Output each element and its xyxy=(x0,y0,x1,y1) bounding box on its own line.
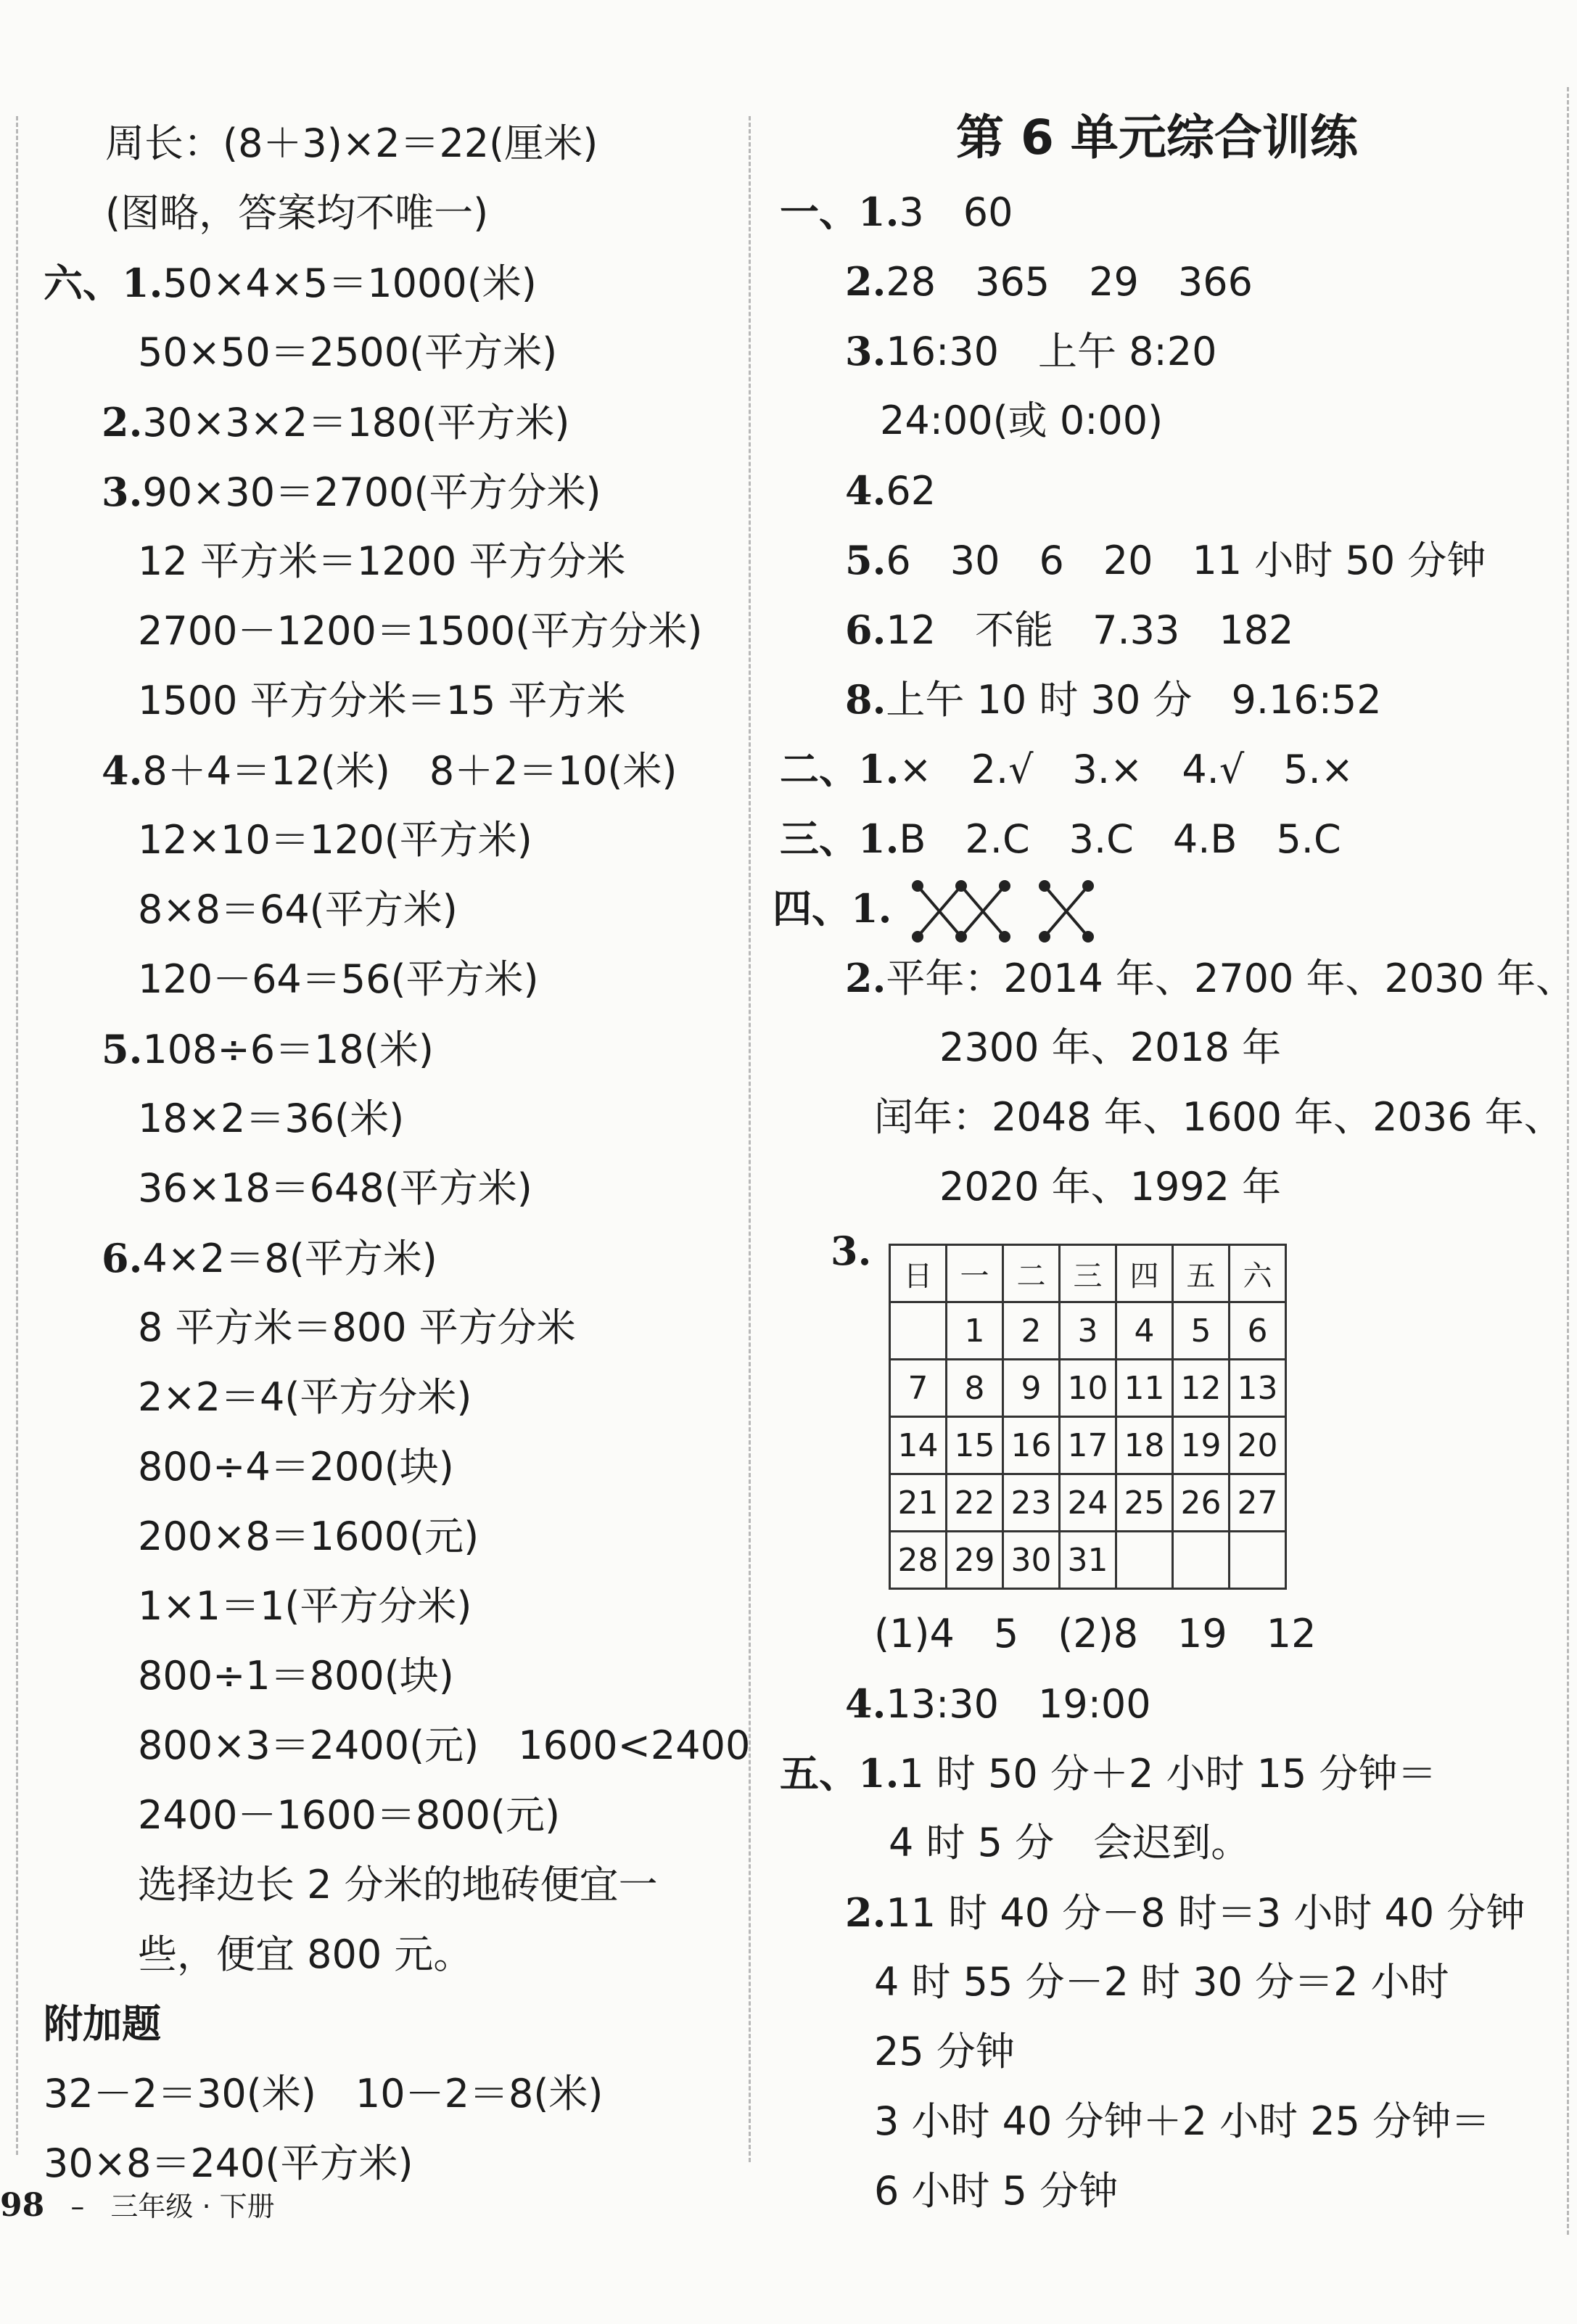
answer-line xyxy=(773,1152,1541,1222)
answer-line xyxy=(36,875,733,945)
answer-text: 12 平方米＝1200 平方分米 xyxy=(138,538,626,584)
calendar-day-cell: 12 xyxy=(1173,1360,1230,1417)
answer-text: 8＋4＝12(米) 8＋2＝10(米) xyxy=(142,748,678,794)
calendar-day-cell: 13 xyxy=(1230,1360,1286,1417)
answer-line: 30×8＝240(平方米) xyxy=(44,2140,413,2186)
calendar-week-row xyxy=(890,1417,1286,1474)
answer-text: (1)4 5 (2)8 19 12 xyxy=(874,1611,1317,1656)
weekday-header: 五 xyxy=(1173,1245,1230,1302)
answer-line xyxy=(36,736,733,805)
answer-line xyxy=(773,943,1576,1013)
answer-text: B 2.C 3.C 4.B 5.C xyxy=(899,816,1341,862)
answer-line xyxy=(36,805,733,875)
weekday-header: 二 xyxy=(1003,1245,1060,1302)
answer-number: 2. xyxy=(845,955,886,1001)
answer-line xyxy=(36,1850,733,1920)
answer-text: 上午 10 时 30 分 9.16:52 xyxy=(886,677,1382,723)
right-column xyxy=(773,102,1576,2226)
answer-number: 8. xyxy=(845,676,886,723)
answer-line xyxy=(36,666,733,736)
answer-text: 108÷6＝18(米) xyxy=(142,1027,434,1072)
calendar-header-row xyxy=(890,1245,1286,1302)
calendar-week-row xyxy=(890,1360,1286,1417)
answer-line xyxy=(36,1572,733,1641)
answer-text: 2300 年、2018 年 xyxy=(939,1025,1282,1070)
page-footer xyxy=(0,2184,275,2228)
calendar-day-cell: 21 xyxy=(890,1474,947,1532)
answer-line xyxy=(773,525,1541,595)
answer-text: 18×2＝36(米) xyxy=(138,1096,405,1141)
answer-line xyxy=(773,456,1541,525)
answer-text: 1×1＝1(平方分米) xyxy=(138,1583,472,1629)
calendar-week-row xyxy=(890,1532,1286,1589)
calendar-day-cell: 26 xyxy=(1173,1474,1230,1532)
answer-text: 2400－1600＝800(元) xyxy=(138,1792,561,1838)
answer-number: 6. xyxy=(845,607,886,653)
answer-line xyxy=(773,1599,1541,1669)
answer-line xyxy=(36,1711,751,1781)
answer-line xyxy=(36,1781,733,1850)
answer-number: 6. xyxy=(102,1235,143,1281)
calendar-day-cell: 8 xyxy=(947,1360,1003,1417)
calendar-day-cell: 2 xyxy=(1003,1302,1060,1360)
calendar-day-cell: 14 xyxy=(890,1417,947,1474)
answer-text: 120－64＝56(平方米) xyxy=(138,956,539,1002)
grade-label: 三年级 · 下册 xyxy=(110,2190,275,2222)
answer-line xyxy=(773,2017,1541,2087)
answer-line xyxy=(773,1083,1563,1152)
answer-line xyxy=(36,1920,733,1990)
answer-text: 12×10＝120(平方米) xyxy=(138,817,532,863)
answer-line xyxy=(36,1502,733,1572)
calendar-section xyxy=(773,1222,1541,1599)
answer-line xyxy=(773,2087,1541,2156)
weekday-header: 一 xyxy=(947,1245,1003,1302)
right-answer-lines-c xyxy=(773,1599,1541,2226)
answer-line xyxy=(773,1669,1541,1738)
answer-line xyxy=(36,109,733,178)
answer-line xyxy=(36,1363,733,1432)
answer-line xyxy=(773,316,1541,386)
answer-line xyxy=(36,248,733,318)
calendar-day-cell: 11 xyxy=(1116,1360,1173,1417)
answer-text: 800×3＝2400(元) 1600<2400 xyxy=(138,1723,751,1768)
calendar-week-row xyxy=(890,1302,1286,1360)
calendar-day-cell xyxy=(890,1302,947,1360)
answer-number: 4. xyxy=(102,747,143,794)
answer-number: 4. xyxy=(845,1680,886,1727)
answer-line xyxy=(773,1947,1541,2017)
weekday-header: 日 xyxy=(890,1245,947,1302)
right-answer-lines-b xyxy=(773,943,1576,1222)
calendar-day-cell: 27 xyxy=(1230,1474,1286,1532)
calendar-day-cell: 17 xyxy=(1060,1417,1116,1474)
answer-text: 8 平方米＝800 平方分米 xyxy=(138,1305,576,1350)
answer-number: 四、1. xyxy=(773,885,892,932)
answer-line xyxy=(773,665,1541,734)
calendar-day-cell xyxy=(1230,1532,1286,1589)
left-margin-rule xyxy=(16,116,18,2155)
calendar-day-cell: 19 xyxy=(1173,1417,1230,1474)
calendar-day-cell: 30 xyxy=(1003,1532,1060,1589)
answer-text: 1 时 50 分＋2 小时 15 分钟＝ xyxy=(899,1751,1437,1797)
answer-line xyxy=(36,527,733,596)
calendar-day-cell: 28 xyxy=(890,1532,947,1589)
answer-text: 2700－1200＝1500(平方分米) xyxy=(138,608,703,654)
calendar-day-cell: 23 xyxy=(1003,1474,1060,1532)
calendar-day-cell: 6 xyxy=(1230,1302,1286,1360)
answer-line xyxy=(36,1293,733,1363)
calendar-day-cell: 1 xyxy=(947,1302,1003,1360)
matching-lines-diagram xyxy=(910,879,1099,944)
answer-text: 50×4×5＝1000(米) xyxy=(162,260,537,306)
calendar-day-cell: 4 xyxy=(1116,1302,1173,1360)
calendar-day-cell: 5 xyxy=(1173,1302,1230,1360)
calendar-week-row xyxy=(890,1474,1286,1532)
answer-text: 周长：(8＋3)×2＝22(厘米) xyxy=(105,120,598,166)
answer-text: 选择边长 2 分米的地砖便宜一 xyxy=(138,1862,658,1908)
answer-number: 2. xyxy=(102,399,143,445)
weekday-header: 四 xyxy=(1116,1245,1173,1302)
month-calendar xyxy=(889,1244,1287,1590)
calendar-day-cell: 7 xyxy=(890,1360,947,1417)
answer-line xyxy=(36,1014,733,1084)
calendar-day-cell xyxy=(1173,1532,1230,1589)
calendar-day-cell: 15 xyxy=(947,1417,1003,1474)
answer-number: 2. xyxy=(845,258,886,305)
answer-line xyxy=(773,247,1541,316)
answer-text: × 2.√ 3.× 4.√ 5.× xyxy=(899,747,1354,792)
answer-line xyxy=(773,1878,1541,1947)
answer-text: 6 小时 5 分钟 xyxy=(874,2168,1119,2214)
answer-line xyxy=(773,734,1541,804)
answer-line xyxy=(36,318,733,387)
calendar-day-cell: 10 xyxy=(1060,1360,1116,1417)
footer-dash: – xyxy=(70,2190,85,2222)
answer-text: 800÷4＝200(块) xyxy=(138,1444,454,1490)
answer-text: 8×8＝64(平方米) xyxy=(138,887,458,932)
answer-text: 11 时 40 分－8 时＝3 小时 40 分钟 xyxy=(886,1890,1525,1936)
answer-text: 4 时 5 分 会迟到。 xyxy=(889,1820,1251,1865)
answer-text: 50×50＝2500(平方米) xyxy=(138,329,558,375)
bonus-answer-lines xyxy=(36,2059,733,2198)
page-number: 98 xyxy=(0,2187,45,2224)
answer-line xyxy=(36,387,733,457)
answer-number: 5. xyxy=(845,537,886,583)
calendar-day-cell: 9 xyxy=(1003,1360,1060,1417)
answer-text: 2×2＝4(平方分米) xyxy=(138,1374,472,1420)
answer-text: 62 xyxy=(886,468,936,514)
answer-text: 24:00(或 0:00) xyxy=(880,398,1164,443)
bonus-heading: 附加题 xyxy=(44,2001,161,2047)
answer-text: (图略，答案均不唯一) xyxy=(105,190,489,236)
answer-text: 30×3×2＝180(平方米) xyxy=(142,400,570,445)
left-answer-lines xyxy=(36,109,751,1990)
calendar-day-cell: 24 xyxy=(1060,1474,1116,1532)
weekday-header: 六 xyxy=(1230,1245,1286,1302)
answer-line xyxy=(36,596,733,666)
answer-line xyxy=(773,1738,1541,1808)
answer-number: 二、1. xyxy=(780,746,899,792)
answer-text: 2020 年、1992 年 xyxy=(939,1164,1282,1210)
answer-text: 些，便宜 800 元。 xyxy=(138,1931,473,1977)
answer-number: 3. xyxy=(102,469,143,515)
answer-line xyxy=(773,386,1541,456)
answer-number: 五、1. xyxy=(780,1750,899,1797)
answer-number: 5. xyxy=(102,1026,143,1072)
answer-text: 6 30 6 20 11 小时 50 分钟 xyxy=(886,538,1486,583)
answer-line xyxy=(36,1432,733,1502)
answer-text: 3 60 xyxy=(899,189,1013,235)
calendar-day-cell: 22 xyxy=(947,1474,1003,1532)
column-divider xyxy=(749,116,751,2162)
answer-number: 六、1. xyxy=(44,260,163,306)
answer-text: 16:30 上午 8:20 xyxy=(886,329,1217,374)
answer-text: 28 365 29 366 xyxy=(886,259,1253,305)
unit-title: 第 6 单元综合训练 xyxy=(956,110,1358,165)
answer-text: 12 不能 7.33 182 xyxy=(886,607,1294,653)
answer-line xyxy=(773,1013,1541,1083)
answer-text: 4 时 55 分－2 时 30 分＝2 小时 xyxy=(874,1959,1449,2005)
calendar-day-cell: 18 xyxy=(1116,1417,1173,1474)
answer-text: 36×18＝648(平方米) xyxy=(138,1165,532,1211)
calendar-day-cell: 25 xyxy=(1116,1474,1173,1532)
question-4-matching xyxy=(773,874,1541,943)
answer-text: 13:30 19:00 xyxy=(886,1681,1151,1727)
answer-line xyxy=(36,1641,733,1711)
answer-line xyxy=(773,2156,1541,2226)
answer-text: 平年：2014 年、2700 年、2030 年、 xyxy=(886,956,1576,1001)
answer-line xyxy=(773,595,1541,665)
answer-line: 32－2＝30(米) 10－2＝8(米) xyxy=(44,2071,604,2116)
answer-number: 三、1. xyxy=(780,816,899,862)
answer-text: 4×2＝8(平方米) xyxy=(142,1236,437,1281)
calendar-day-cell: 20 xyxy=(1230,1417,1286,1474)
answer-line xyxy=(773,1808,1541,1878)
answer-line xyxy=(36,1084,733,1154)
answer-text: 200×8＝1600(元) xyxy=(138,1514,479,1559)
calendar-day-cell: 31 xyxy=(1060,1532,1116,1589)
answer-text: 闰年：2048 年、1600 年、2036 年、 xyxy=(874,1094,1563,1140)
answer-text: 800÷1＝800(块) xyxy=(138,1653,454,1699)
answer-line xyxy=(36,1223,733,1293)
calendar-question-number: 3. xyxy=(831,1228,872,1274)
right-margin-rule xyxy=(1567,87,1569,2235)
calendar-day-cell xyxy=(1116,1532,1173,1589)
right-answer-lines-a xyxy=(773,177,1541,874)
answer-number: 一、1. xyxy=(780,189,899,235)
answer-line xyxy=(36,178,733,248)
answer-line xyxy=(773,804,1541,874)
answer-line xyxy=(36,945,733,1014)
calendar-day-cell: 29 xyxy=(947,1532,1003,1589)
answer-number: 2. xyxy=(845,1889,886,1936)
calendar-day-cell: 3 xyxy=(1060,1302,1116,1360)
answer-text: 1500 平方分米＝15 平方米 xyxy=(138,678,626,723)
answer-line xyxy=(36,457,733,527)
answer-line xyxy=(36,1154,733,1223)
answer-number: 3. xyxy=(845,328,886,374)
left-column xyxy=(36,109,751,2198)
answer-text: 25 分钟 xyxy=(874,2029,1015,2074)
answer-line xyxy=(773,177,1541,247)
answer-text: 90×30＝2700(平方分米) xyxy=(142,469,601,515)
calendar-day-cell: 16 xyxy=(1003,1417,1060,1474)
answer-number: 4. xyxy=(845,467,886,514)
weekday-header: 三 xyxy=(1060,1245,1116,1302)
answer-text: 3 小时 40 分钟＋2 小时 25 分钟＝ xyxy=(874,2098,1491,2144)
